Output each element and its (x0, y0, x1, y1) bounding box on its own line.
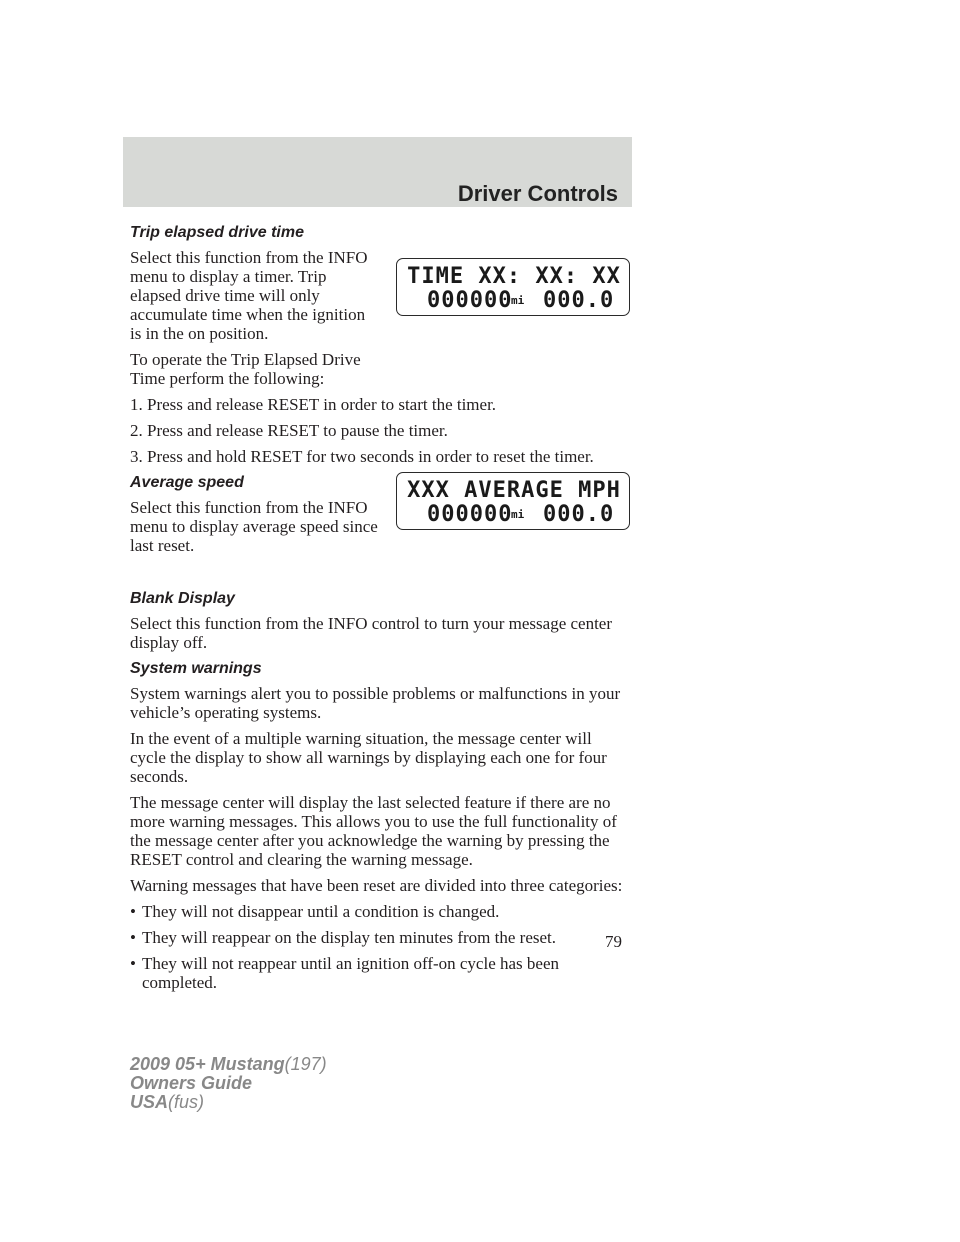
bullet-item (130, 928, 630, 947)
paragraph: The message center will display the last selected feature if there are no more warning messages. This allows you to use the full functionality of the message center after you acknowledge the warning by pressing the RESET control and clearing the warning message. (130, 793, 617, 869)
paragraph: Select this function from the INFO control to turn your message center display off. (130, 614, 613, 652)
heading-blank-display: Blank Display (130, 590, 235, 607)
bullet-text: They will reappear on the display ten minutes from the reset. (142, 928, 557, 947)
heading-trip-elapsed: Trip elapsed drive time (130, 224, 304, 241)
footer-model: 2009 05+ Mustang (130, 1054, 285, 1074)
footer-code: (197) (284, 1054, 327, 1074)
average-speed-display-illustration (396, 472, 630, 530)
step-item: 2. Press and release RESET to pause the timer. (130, 421, 448, 440)
bullet-marker: • (130, 928, 136, 947)
footer-line (130, 1093, 327, 1112)
step-item: 3. Press and hold RESET for two seconds in order to reset the timer. (130, 447, 594, 466)
paragraph: Select this function from the INFO menu to display average speed since last reset. (130, 498, 378, 555)
footer-market: USA (130, 1092, 169, 1112)
odometer-readout: 000000 (427, 502, 513, 527)
footer-code: (fus) (168, 1092, 205, 1112)
heading-system-warnings: System warnings (130, 660, 262, 677)
section-header (123, 137, 632, 207)
trip-timer-display-illustration (396, 258, 630, 316)
unit-label: mi (511, 294, 525, 307)
page-content (130, 223, 630, 999)
unit-label: mi (511, 508, 525, 521)
footer-line (130, 1055, 327, 1074)
display-top-line: XXX AVERAGE MPH (407, 478, 621, 503)
trip-readout: 000.0 (543, 288, 615, 313)
trip-readout: 000.0 (543, 502, 615, 527)
paragraph: To operate the Trip Elapsed Drive Time perform the following: (130, 350, 361, 388)
bullet-item (130, 902, 630, 921)
footer-imprint (130, 1055, 327, 1112)
footer-line: Owners Guide (130, 1073, 253, 1093)
bullet-text: They will not disappear until a condition is changed. (142, 902, 500, 921)
section-title: Driver Controls (457, 181, 618, 206)
paragraph: Warning messages that have been reset are divided into three categories: (130, 876, 623, 895)
paragraph: System warnings alert you to possible problems or malfunctions in your vehicle’s operating systems. (130, 684, 621, 722)
odometer-readout: 000000 (427, 288, 513, 313)
bullet-marker: • (130, 902, 136, 921)
step-item: 1. Press and release RESET in order to start the timer. (130, 395, 497, 414)
display-top-line: TIME XX: XX: XX (407, 264, 621, 289)
bullet-item (130, 954, 630, 992)
paragraph: Select this function from the INFO menu to display a timer. Trip elapsed drive time will only accumulate time when the ignition is in the on position. (130, 248, 368, 343)
heading-average-speed: Average speed (130, 474, 244, 491)
bullet-text: They will not reappear until an ignition off-on cycle has been completed. (142, 954, 559, 992)
bullet-marker: • (130, 954, 136, 973)
page-number: 79 (605, 932, 622, 951)
paragraph: In the event of a multiple warning situation, the message center will cycle the display to show all warnings by displaying each one for four seconds. (130, 729, 607, 786)
